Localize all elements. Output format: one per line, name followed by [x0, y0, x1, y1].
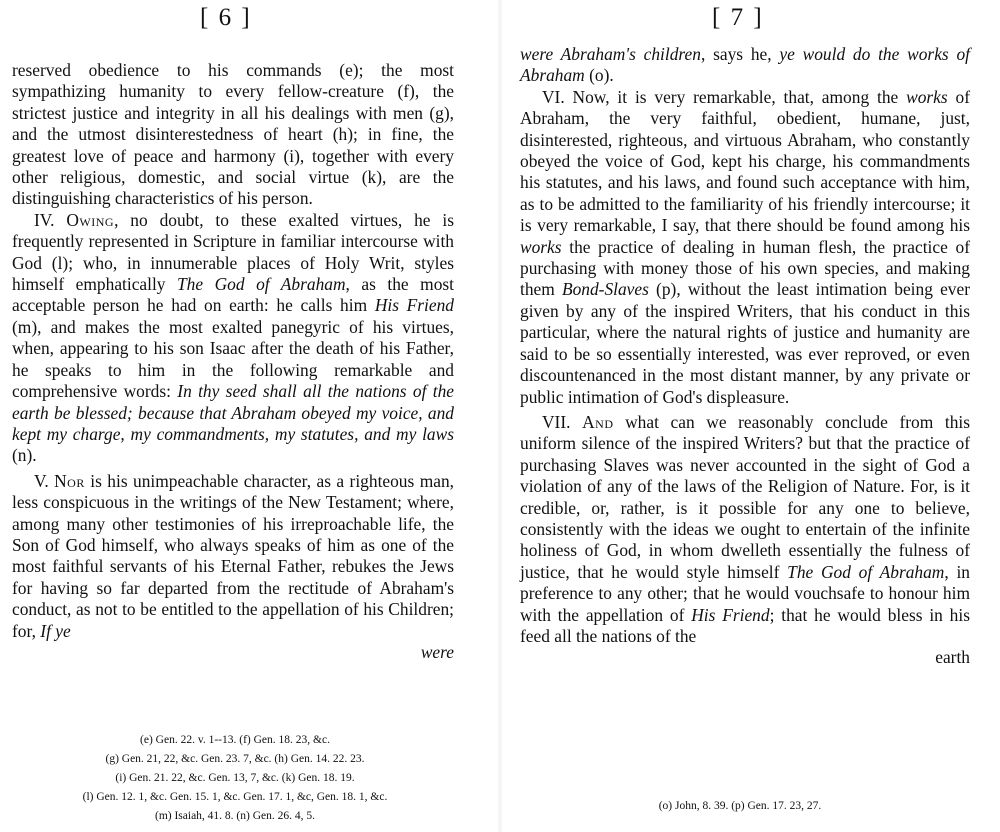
- continuation-paragraph: were Abraham's children, says he, ye would do the works of Abraham (o).: [520, 44, 970, 86]
- catchword: earth: [935, 647, 970, 668]
- footnote-line: (m) Isaiah, 41. 8. (n) Gen. 26. 4, 5.: [154, 810, 315, 822]
- lead-word: Owing: [66, 209, 115, 230]
- paragraph-vii: VII. And what can we reasonably conclude from this uniform silence of the inspired Writers? but that the practice of purchasing Slaves was never accounted in the sight of God a violation of any of the laws of the Religion of Nature. For, is it credible, or, rather, is it possible for any one to believe, consistently with the ideas we ought to entertain of the infinite holiness of God, in whom dwelleth essentially the fulness of justice, that he would style himself The God of Abraham, in preference to any other; that he would vouchsafe to honour him with the appellation of His Friend; that he would bless in his feed all the nations of the: [520, 411, 970, 646]
- lead-word: And: [582, 411, 614, 432]
- section-numeral: IV.: [34, 209, 55, 230]
- section-numeral: V.: [34, 470, 49, 491]
- body-text: [520, 44, 970, 669]
- body-text: [12, 60, 454, 663]
- continuation-paragraph: reserved obedience to his commands (e); the most sympathizing humanity to every fellow-creature (f), the strictest justice and integrity in all his dealings with men (g), and the utmost disinterestedness of heart (h); in fine, the greatest love of peace and harmony (i), together with every other religious, domestic, and social virtue (k), are the distinguishing characteristics of his person.: [12, 60, 454, 209]
- paragraph-iv: IV. Owing, no doubt, to these exalted virtues, he is frequently represented in Scripture in familiar intercourse with God (l); who, in innumerable places of Holy Writ, styles himself emphatically The God of Abraham, as the most acceptable person he had on earth: he calls him His Friend (m), and makes the most exalted panegyric of his virtues, when, appearing to his son Isaac after the death of his Father, he speaks to him in the following remarkable and comprehensive words: In thy seed shall all the nations of the earth be blessed; because that Abraham obeyed my voice, and kept my charge, my commandments, my statutes, and my laws (n).: [12, 209, 454, 466]
- lead-word: Nor: [54, 470, 85, 491]
- paragraph-vi: VI. Now, it is very remarkable, that, among the works of Abraham, the very faithful, obedient, humane, just, disinterested, righteous, and virtuous Abraham, who constantly obeyed the voice of God, kept his charge, his commandments his statutes, and his laws, and found such acceptance with him, as to be admitted to the familiarity of his friendly intercourse; it is very remarkable, I say, that there should be found among his works the practice of dealing in human flesh, the practice of purchasing with money those of his own species, and making them Bond-Slaves (p), without the least intimation being ever given by any of the inspired Writers, that his conduct in this particular, where the natural rights of justice and humanity are said to be so essentially interested, was ever reproved, or even discountenanced in the most distant manner, by any private or public intimation of God's displeasure.: [520, 86, 970, 407]
- footnotes: [0, 731, 470, 826]
- section-numeral: VI.: [542, 86, 565, 107]
- paragraph-v: V. Nor is his unimpeachable character, as a righteous man, less conspicuous in the writings of the New Testament; where, among many other testimonies of his irreproachable life, the Son of God himself, who always speaks of him as one of the most faithful servants of his Eternal Father, rebukes the Jews for having so far departed from the rectitude of Abraham's conduct, as not to be entitled to the appellation of his Children; for, If ye: [12, 470, 454, 641]
- left-page: [0, 0, 490, 832]
- footnote-line: (l) Gen. 12. 1, &c. Gen. 15. 1, &c. Gen. 17. 1, &c, Gen. 18. 1, &c.: [82, 791, 388, 803]
- section-numeral: VII.: [542, 411, 571, 432]
- right-page: [510, 0, 998, 832]
- page-number: [ 6 ]: [200, 4, 252, 31]
- catchword: were: [420, 641, 454, 662]
- footnotes: [540, 797, 940, 816]
- footnote-line: (o) John, 8. 39. (p) Gen. 17. 23, 27.: [658, 800, 822, 812]
- footnote-line: (g) Gen. 21, 22, &c. Gen. 23. 7, &c. (h) Gen. 14. 22. 23.: [105, 753, 365, 765]
- page-number: [ 7 ]: [712, 4, 764, 31]
- footnote-line: (e) Gen. 22. v. 1--13. (f) Gen. 18. 23, &c.: [140, 734, 330, 746]
- book-gutter: [497, 0, 503, 832]
- footnote-line: (i) Gen. 21. 22, &c. Gen. 13, 7, &c. (k) Gen. 18. 19.: [115, 772, 355, 784]
